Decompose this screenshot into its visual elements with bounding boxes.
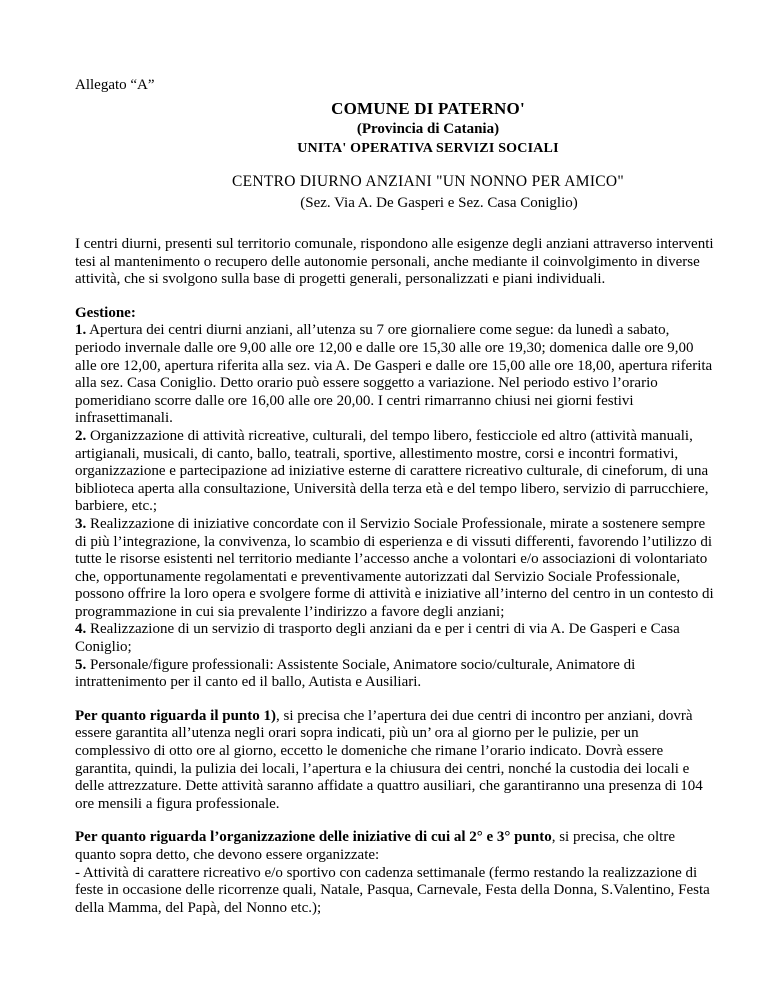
gestione-item-2: 2. Organizzazione di attività ricreative, culturali, del tempo libero, festicciole ed altro (attività manuali, artigianali, musicali, di canto, ballo, teatrali, sportive, allestimento mostre, corsi e incontri formativi, organizzazione e partecipazione ad iniziative esterne di carattere ricreativo culturale, di cineforum, di una biblioteca aperta alla consultazione, Università della terza età e del tempo libero, servizio di parrucchiere, barbiere, etc.; <box>75 427 709 515</box>
punto23-lead: Per quanto riguarda l’organizzazione delle iniziative di cui al 2° e 3° punto <box>75 829 552 846</box>
punto23-item: - Attività di carattere ricreativo e/o sportivo con cadenza settimanale (fermo restando la realizzazione di feste in occasione delle ricorrenze quali, Natale, Pasqua, Carnevale, Festa della Donna, S.Valentino, Festa della Mamma, del Papà, del Nonno etc.); <box>75 864 710 916</box>
punto1-paragraph: Per quanto riguarda il punto 1), si precisa che l’apertura dei due centri di incontro per anziani, dovrà essere garantita all’utenza negli orari sopra indicati, più un’ ora al giorno per le pulizie, per un complessivo di otto ore al giorno, eccetto le domeniche che rimane l’orario indicato. Dovrà essere garantita, quindi, la pulizia dei locali, l’apertura e la chiusura dei centri, nonché la custodia dei locali e delle attrezzature. Dette attività saranno affidate a quattro ausiliari, che garantiranno una presenza di 104 ore mensili a figura professionale. <box>75 707 703 812</box>
intro-paragraph: I centri diurni, presenti sul territorio comunale, rispondono alle esigenze degli anziani attraverso interventi tesi al mantenimento o recupero delle autonomie personali, anche mediante il coinvolgimento in diverse attività, che si svolgono sulla base di progetti generali, personalizzati e piani individuali. <box>75 236 714 288</box>
gestione-item-5: 5. Personale/figure professionali: Assistente Sociale, Animatore socio/culturale, Animatore di intrattenimento per il canto ed il ballo, Autista e Ausiliari. <box>75 656 636 691</box>
gestione-item-1: 1. Apertura dei centri diurni anziani, all’utenza su 7 ore giornaliere come segue: da lunedì a sabato, periodo invernale dalle ore 9,00 alle ore 12,00 e dalle ore 15,30 alle ore 19,30; domenica dalle ore 9,00 alle ore 12,00, apertura riferita alla sez. via A. De Gasperi e dalle ore 15,00 alle ore 18,00, apertura riferita alla sez. Casa Coniglio. Detto orario può essere soggetto a variazione. Nel periodo estivo l’orario pomeridiano scorre dalle ore 16,00 alle ore 20,00. I centri rimarranno chiusi nei giorni festivi infrasettimanali. <box>75 322 713 427</box>
gestione-item-3: 3. Realizzazione di iniziative concordate con il Servizio Sociale Professionale, mirate a sostenere sempre di più l’integrazione, la convivenza, lo scambio di esperienza e di vissuti differenti, favorendo l’utilizzo di tutte le risorse esistenti nel territorio mediante l’accesso anche a volontari e/o associazioni di volontariato che, opportunamente regolamentati e preventivamente autorizzati dal Servizio Sociale Professionale, possono offrire la loro opera e svolgere forme di attività e iniziative all’interno del centro in un contesto di programmazione in cui sia prevalente l’indirizzo a favore degli anziani; <box>75 515 714 620</box>
document-body <box>75 236 715 917</box>
unita-subtitle: UNITA' OPERATIVA SERVIZI SOCIALI <box>297 141 559 156</box>
document-header <box>0 98 768 158</box>
comune-title: COMUNE DI PATERNO' <box>331 99 525 118</box>
gestione-item-4: 4. Realizzazione di un servizio di trasporto degli anziani da e per i centri di via A. De Gasperi e Casa Coniglio; <box>75 621 680 656</box>
centro-heading <box>0 172 768 212</box>
allegato-label: Allegato “A” <box>75 77 155 93</box>
provincia-subtitle: (Provincia di Catania) <box>356 121 500 137</box>
centro-title: CENTRO DIURNO ANZIANI "UN NONNO PER AMICO" <box>231 173 625 190</box>
punto1-lead: Per quanto riguarda il punto 1) <box>75 707 276 724</box>
gestione-heading: Gestione: <box>75 304 136 321</box>
punto23-paragraph: Per quanto riguarda l’organizzazione delle iniziative di cui al 2° e 3° punto, si precisa, che oltre quanto sopra detto, che devono essere organizzate: - Attività di carattere ricreativo e/o sportivo con cadenza settimanale (fermo restando la realizzazione di feste in occasione delle ricorrenze quali, Natale, Pasqua, Carnevale, Festa della Donna, S.Valentino, Festa della Mamma, del Papà, del Nonno etc.); <box>75 829 710 916</box>
centro-subtitle: (Sez. Via A. De Gasperi e Sez. Casa Coniglio) <box>300 195 578 211</box>
gestione-section <box>75 305 715 692</box>
